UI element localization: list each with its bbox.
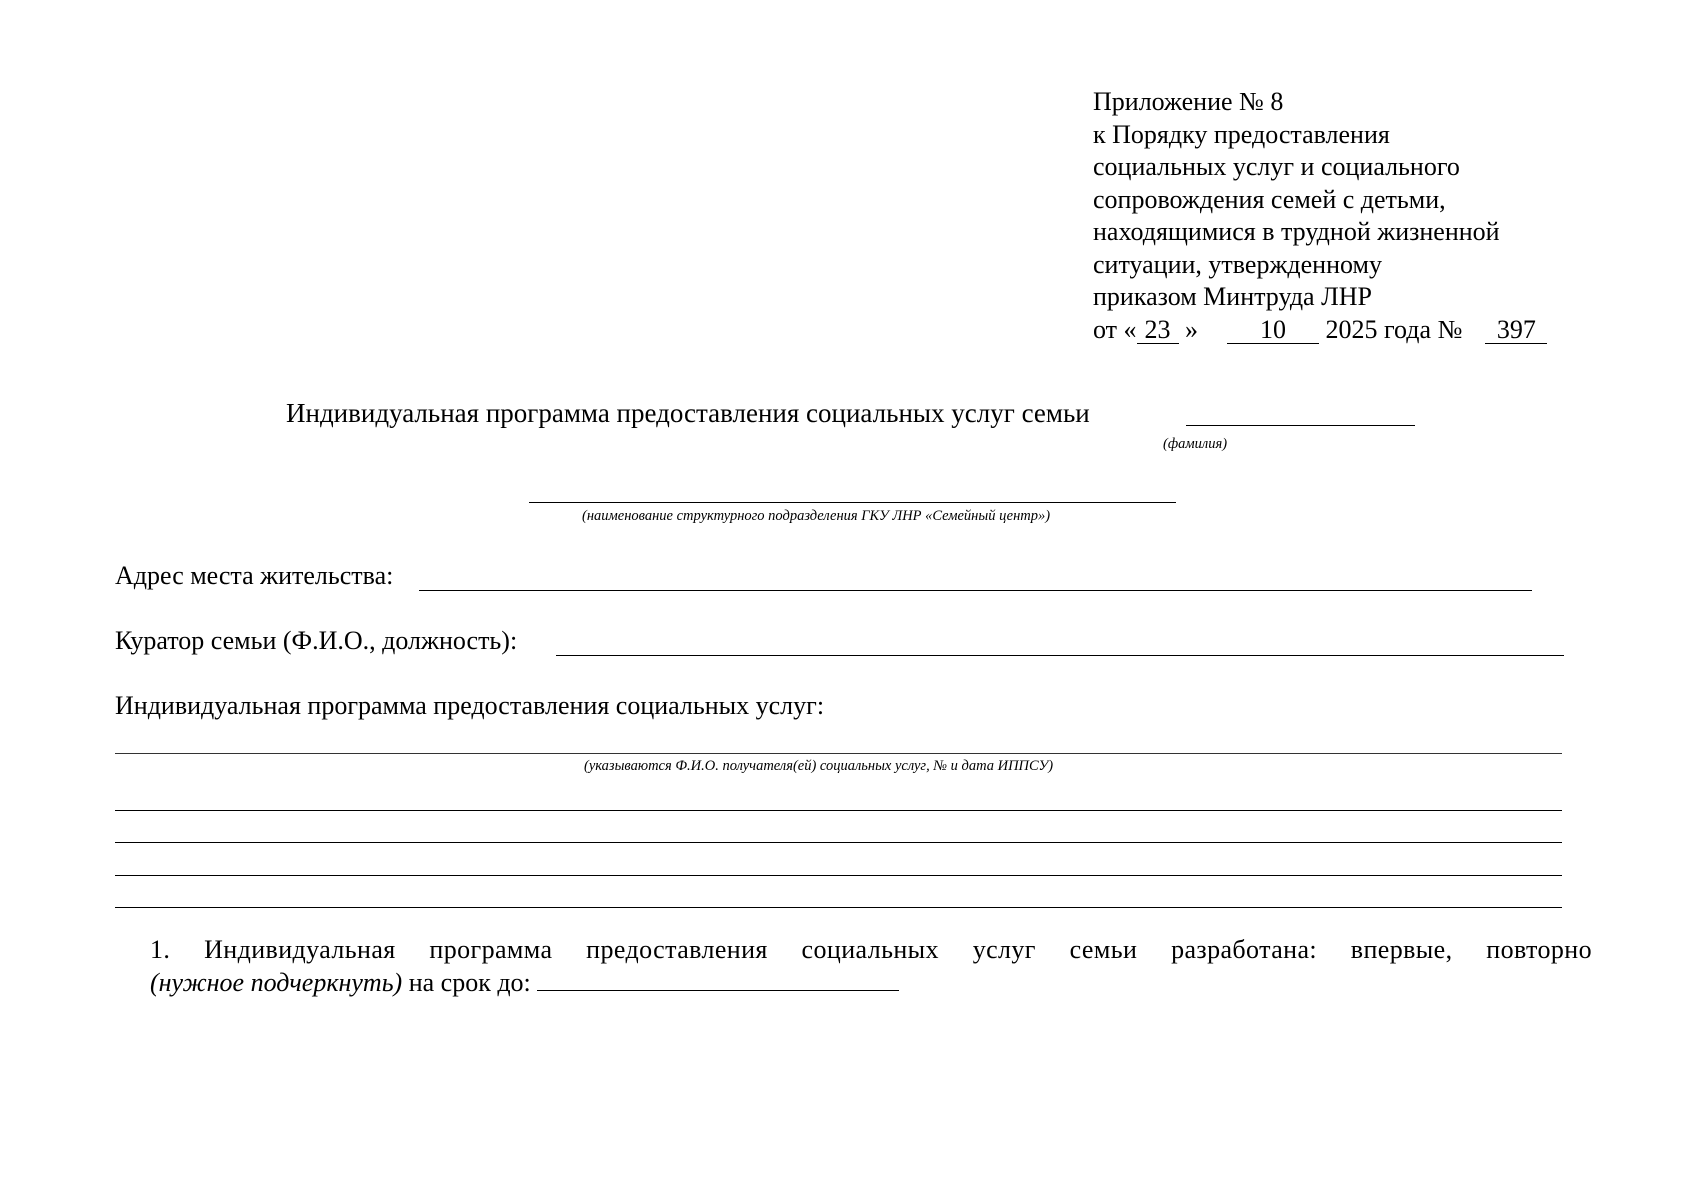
surname-field-line[interactable] [1186,425,1415,426]
program-label: Индивидуальная программа предоставления социальных услуг: [115,691,825,720]
curator-field-line[interactable] [556,655,1564,656]
item-1-italic-note: (нужное подчеркнуть) [150,968,403,997]
program-title: Индивидуальная программа предоставления социальных услуг семьи [286,398,1090,428]
address-field-line[interactable] [419,590,1532,591]
header-date-line [1093,314,1613,347]
item-1-term-label: на срок до: [402,968,538,997]
item-1-line-1: 1. Индивидуальная программа предоставления социальных услуг семьи разработана: впервые, повторно [150,935,1592,964]
department-hint: (наименование структурного подразделения ГКУ ЛНР «Семейный центр») [582,508,1051,524]
department-field-line[interactable] [529,502,1176,503]
item-1-line-2 [150,966,1592,999]
date-quote-close: » [1185,314,1199,344]
header-line-2: к Порядку предоставления [1093,119,1390,149]
recipients-hint: (указываются Ф.И.О. получателя(ей) социальных услуг, № и дата ИППСУ) [584,758,1054,774]
address-label: Адрес места жительства: [115,561,394,590]
blank-line-4[interactable] [115,907,1562,908]
date-prefix: от « [1093,314,1137,344]
appendix-header [1093,86,1613,346]
item-1-paragraph [150,933,1592,999]
header-line-7: приказом Минтруда ЛНР [1093,282,1372,311]
date-year-text: 2025 года № [1325,314,1463,344]
document-number: 397 [1485,317,1547,344]
blank-line-2[interactable] [115,842,1562,843]
term-field-line[interactable] [537,968,899,991]
curator-label: Куратор семьи (Ф.И.О., должность): [115,626,518,655]
header-line-6: ситуации, утвержденному [1093,249,1382,279]
header-line-5: находящимися в трудной жизненной [1093,217,1500,246]
date-day: 23 [1137,317,1179,344]
blank-line-3[interactable] [115,875,1562,876]
header-line-3: социальных услуг и социального [1093,152,1460,181]
surname-hint: (фамилия) [1163,436,1228,452]
header-line-1: Приложение № 8 [1093,87,1284,116]
date-month: 10 [1227,317,1319,344]
header-line-4: сопровождения семей с детьми, [1093,184,1446,214]
blank-line-1[interactable] [115,810,1562,811]
recipients-field-line[interactable] [115,753,1562,754]
